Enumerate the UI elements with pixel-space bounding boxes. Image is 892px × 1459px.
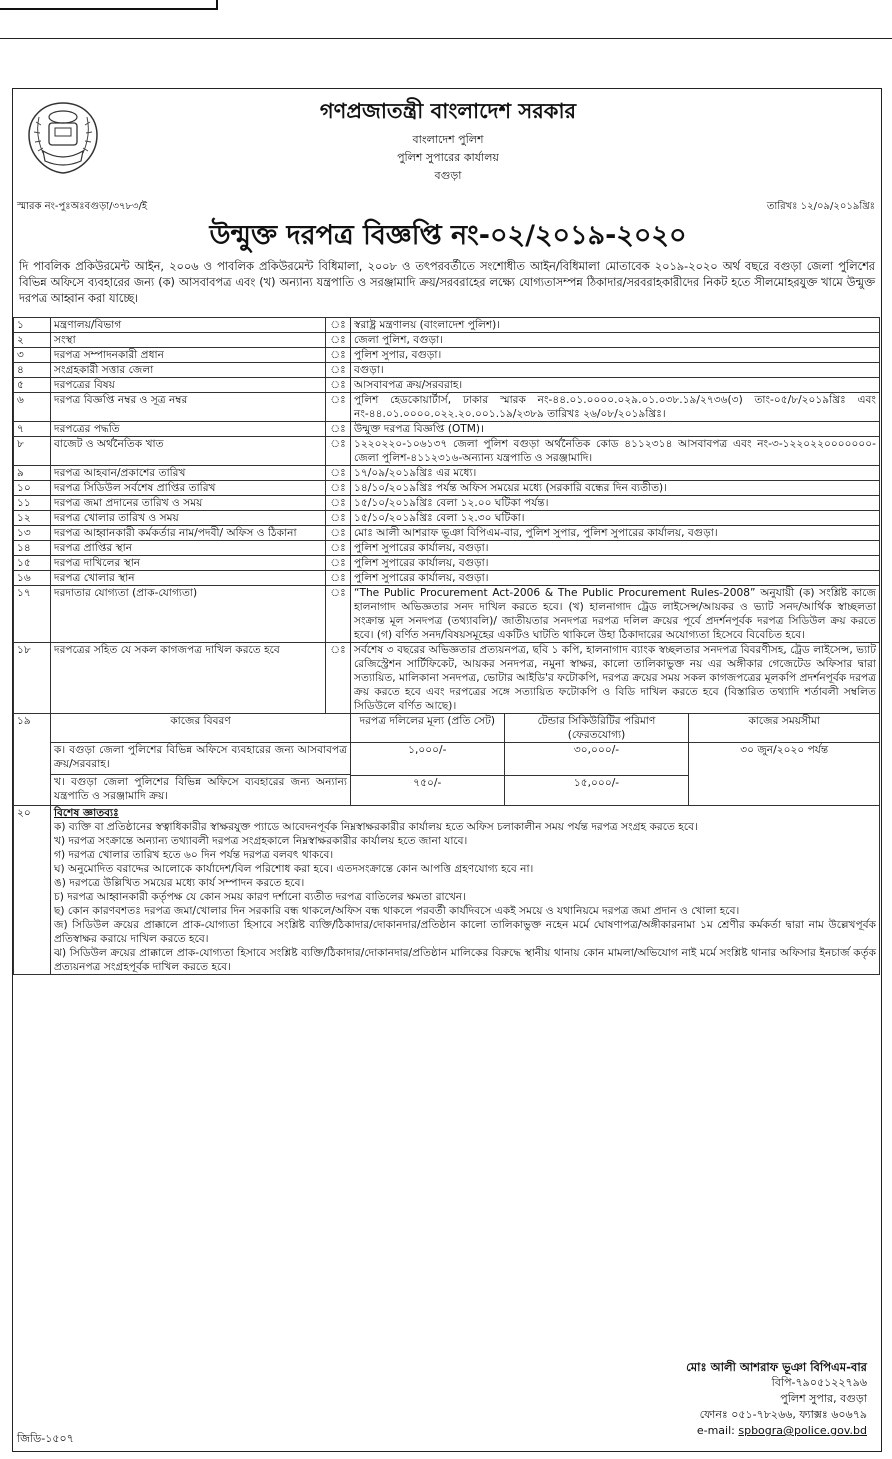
row-label: দরদাতার যোগ্যতা (প্রাক-যোগ্যতা) bbox=[51, 586, 326, 643]
row-label: সংস্থা bbox=[51, 333, 326, 348]
row-number: ৭ bbox=[14, 422, 51, 437]
signatory-name: মোঃ আলী আশরাফ ভূঞা বিপিএম-বার bbox=[686, 1360, 867, 1374]
row-colon: ঃ bbox=[326, 318, 351, 333]
row-number: ৬ bbox=[14, 393, 51, 422]
top-border-box bbox=[0, 0, 218, 10]
table-row bbox=[14, 714, 880, 743]
district-name: বগুড়া bbox=[434, 169, 462, 182]
note-item: ঝ) সিডিউল ক্রয়ের প্রাক্কালে প্রাক-যোগ্যতা হিসাবে সংশ্লিষ্ট ব্যক্তি/ঠিকাদার/দোকানদার/প্রতিষ্ঠান মালিকের বিরুদ্ধে স্থানীয় থানায় কোন মামলা/অভিযোগ নাই মর্মে সংশ্লিষ্ট থানার অফিসার ইনচার্জ কর্তৃক প্রত্যয়নপত্র সংগ্রহপূর্বক দাখিল করতে হবে। bbox=[54, 947, 876, 973]
table-row bbox=[14, 556, 880, 571]
work-item-security: ৩০,০০০/- bbox=[504, 743, 689, 775]
table-row bbox=[14, 466, 880, 481]
row-colon: ঃ bbox=[326, 541, 351, 556]
row-number: ২ bbox=[14, 333, 51, 348]
row-value: বগুড়া। bbox=[351, 363, 880, 378]
table-row bbox=[14, 481, 880, 496]
row-colon: ঃ bbox=[326, 556, 351, 571]
row-value: আসবাবপত্র ক্রয়/সরবরাহ। bbox=[351, 378, 880, 393]
row-number: ১৩ bbox=[14, 526, 51, 541]
row-colon: ঃ bbox=[326, 481, 351, 496]
signatory-bp: বিপি-৭৯০৫১২২৭৯৬ bbox=[771, 1376, 867, 1389]
row-value: পুলিশ সুপার, বগুড়া। bbox=[351, 348, 880, 363]
work-item-desc: ক। বগুড়া জেলা পুলিশের বিভিন্ন অফিসে ব্যবহারের জন্য আসবাবপত্র ক্রয়/সরবরাহ। bbox=[51, 743, 351, 775]
row-number: ১৭ bbox=[14, 586, 51, 643]
table-row bbox=[14, 437, 880, 466]
row-value: ১৭/০৯/২০১৯খ্রিঃ এর মধ্যে। bbox=[351, 466, 880, 481]
row-label: দরপত্র আহবান/প্রকাশের তারিখ bbox=[51, 466, 326, 481]
contact-phone: ফোনঃ ০৫১-৭৮২৬৬, ফ্যাক্সঃ ৬০৬৭৯ bbox=[699, 1408, 867, 1421]
row-value: ১৪/১০/২০১৯খ্রিঃ পর্যন্ত অফিস সময়ের মধ্যে (সরকারি বন্ধের দিন ব্যতীত)। bbox=[351, 481, 880, 496]
work-deadline: ৩০ জুন/২০২০ পর্যন্ত bbox=[740, 744, 829, 756]
note-item: ঙ) দরপত্রে উল্লিখিত সময়ের মধ্যে কার্য সম্পাদন করতে হবে। bbox=[54, 877, 305, 889]
row-number: ১২ bbox=[14, 511, 51, 526]
tender-details-table bbox=[13, 317, 880, 975]
row-number: ১ bbox=[14, 318, 51, 333]
row-value: সর্বশেষ ৩ বছরের অভিজ্ঞতার প্রত্যয়নপত্র, ছবি ১ কপি, হালনাগাদ ব্যাংক স্বচ্ছলতার সনদপত্র বিবরণীসহ, ট্রেড লাইসেন্স, ভ্যাট রেজিস্ট্রেশন সার্টিফিকেট, আয়কর সনদপত্র, নমুনা স্বাক্ষর, কালো তালিকাভুক্ত নয় এর অঙ্গীকার গেজেটেড অফিসার দ্বারা সত্যায়িত, মালিকানা সনদপত্র, ভোটার আইডি'র ফটোকপি, দরপত্র ক্রয়ের সময় সকল কাগজপত্রের মূলকপি প্রদর্শনপূর্বক দরপত্র ক্রয় করতে হবে এবং দরপত্রের সঙ্গে সত্যায়িত ফটোকপি ও বিডি দাখিল করতে হবে (বিস্তারিত তথ্যাদি শর্তাবলী সম্বলিত সিডিউলে বর্ণিত আছে)। bbox=[351, 643, 880, 714]
row-label: দরপত্রের সহিত যে সকল কাগজপত্র দাখিল করতে হবে bbox=[51, 643, 326, 714]
row-colon: ঃ bbox=[326, 586, 351, 643]
table-row bbox=[14, 511, 880, 526]
notice-date: তারিখঃ ১২/০৯/২০১৯খ্রিঃ bbox=[766, 201, 875, 212]
table-row bbox=[14, 541, 880, 556]
top-divider bbox=[0, 38, 892, 39]
row-value: স্বরাষ্ট্র মন্ত্রণালয় (বাংলাদেশ পুলিশ)। bbox=[351, 318, 880, 333]
row-colon: ঃ bbox=[326, 643, 351, 714]
row-value: পুলিশ সুপারের কার্যালয়, বগুড়া। bbox=[351, 571, 880, 586]
table-row bbox=[14, 586, 880, 643]
row-colon: ঃ bbox=[326, 348, 351, 363]
row-value: পুলিশ সুপারের কার্যালয়, বগুড়া। bbox=[351, 541, 880, 556]
work-desc-header: কাজের বিবরণ bbox=[51, 714, 351, 743]
row-number: ৯ bbox=[14, 466, 51, 481]
signature-block bbox=[686, 1359, 867, 1439]
row-colon: ঃ bbox=[326, 333, 351, 348]
row-label: দরপত্র সিডিউল সর্বশেষ প্রাপ্তির তারিখ bbox=[51, 481, 326, 496]
government-title: গণপ্রজাতন্ত্রী বাংলাদেশ সরকার bbox=[319, 99, 577, 123]
row-colon: ঃ bbox=[326, 437, 351, 466]
row-label: সংগ্রহকারী সত্তার জেলা bbox=[51, 363, 326, 378]
note-item: ঘ) অনুমোদিত বরাদ্দের আলোকে কার্যাদেশ/বিল পরিশোধ করা হবে। এতদসংক্রান্তে কোন আপত্তি গ্রহণযোগ্য হবে না। bbox=[54, 863, 534, 875]
row-colon: ঃ bbox=[326, 393, 351, 422]
row-number: ১৮ bbox=[14, 643, 51, 714]
table-row bbox=[14, 393, 880, 422]
gd-number: জিডি-১৫০৭ bbox=[17, 1432, 74, 1445]
special-notes bbox=[51, 806, 880, 975]
work-item-desc: খ। বগুড়া জেলা পুলিশের বিভিন্ন অফিসে ব্যবহারের জন্য অন্যান্য যন্ত্রপাতি ও সরঞ্জামাদি ক্রয়। bbox=[51, 774, 351, 806]
table-row bbox=[14, 526, 880, 541]
row-label: বাজেট ও অর্থনৈতিক খাত bbox=[51, 437, 326, 466]
work-item-price: ৭৫০/- bbox=[351, 775, 504, 805]
row-number: ৪ bbox=[14, 363, 51, 378]
note-item: গ) দরপত্র খোলার তারিখ হতে ৬০ দিন পর্যন্ত দরপত্র বলবৎ থাকবে। bbox=[54, 849, 334, 861]
table-row bbox=[14, 643, 880, 714]
row-number: ১৫ bbox=[14, 556, 51, 571]
note-item: চ) দরপত্র আহ্বানকারী কর্তৃপক্ষ যে কোন সময় কারণ দর্শানো ব্যতীত দরপত্র বাতিলের ক্ষমতা রাখেন। bbox=[54, 891, 466, 903]
row-colon: ঃ bbox=[326, 511, 351, 526]
row-label: দরপত্রের পদ্ধতি bbox=[51, 422, 326, 437]
table-row bbox=[14, 422, 880, 437]
intro-paragraph: দি পাবলিক প্রকিউরমেন্ট আইন, ২০০৬ ও পাবলিক প্রকিউরমেন্ট বিধিমালা, ২০০৮ ও তৎপরবর্তীতে সংশোধীত আইন/বিধিমালা মোতাবেক ২০১৯-২০২০ অর্থ বছরে বগুড়া জেলা পুলিশের বিভিন্ন অফিসে ব্যবহারের জন্য (ক) আসবাবপত্র এবং (খ) অন্যান্য যন্ত্রপাতি ও সরঞ্জামাদি ক্রয়/সরবরাহের লক্ষ্যে যোগ্যতাসম্পন্ন ঠিকাদার/সরবরাহকারীদের নিকট হতে সীলমোহরযুক্ত খামে উন্মুক্ত দরপত্র আহ্বান করা যাচ্ছে। bbox=[19, 260, 875, 305]
work-item-price: ১,০০০/- bbox=[351, 743, 504, 775]
table-row bbox=[14, 378, 880, 393]
row-number: ১৬ bbox=[14, 571, 51, 586]
row-value: ১২২০২২০-১০৬১৩৭ জেলা পুলিশ বগুড়া অর্থনৈতিক কোড ৪১১২৩১৪ আসবাবপত্র এবং নং-৩-১২২০২২০০০০০০০- জেলা পুলিশ-৪১১২৩১৬-অন্যান্য যন্ত্রপাতি ও সরঞ্জামাদি। bbox=[351, 437, 880, 466]
row-number: ৫ bbox=[14, 378, 51, 393]
row-label: দরপত্র খোলার তারিখ ও সময় bbox=[51, 511, 326, 526]
memo-number: স্মারক নং-পুঃঅঃবগুড়া/৩৭৮৩/ই bbox=[17, 201, 148, 212]
table-row bbox=[14, 318, 880, 333]
deadline-header: কাজের সময়সীমা bbox=[748, 715, 820, 727]
row-value: “The Public Procurement Act-2006 & The Public Procurement Rules-2008” অনুযায়ী (ক) সংশ্লিষ্ট কাজে হালনাগাদ অভিজ্ঞতার সনদ দাখিল করতে হবে। (খ) হালনাগাদ ট্রেড লাইসেন্স/আয়কর ও ভ্যাট সনদ/আর্থিক স্বাচ্ছলতা সংক্রান্ত মূল সনদপত্র (তথ্যাবলি)/ জাতীয়তার সনদপত্র দরপত্র দলিল ক্রয়ের পূর্বে প্রদর্শনপূর্বক দরপত্র সিডিউল ক্রয় করতে হবে। (গ) বর্ণিত সনদ/বিষয়সমূহের একটিও ঘাটতি থাকিলে উহা ঠিকাদারের অযোগ্যতা হিসেবে বিবেচিত হবে। bbox=[351, 586, 880, 643]
row-number: ৩ bbox=[14, 348, 51, 363]
department: বাংলাদেশ পুলিশ bbox=[412, 133, 484, 146]
row-number: ২০ bbox=[14, 806, 51, 975]
note-item: ছ) কোন কারণবশতঃ দরপত্র জমা/খোলার দিন সরকারি বন্ধ থাকলে/অফিস বন্ধ থাকলে পরবর্তী কার্যদিবসে একই সময়ে ও যথানিয়মে দরপত্র জমা প্রদান ও খোলা হবে। bbox=[54, 905, 740, 917]
row-label: মন্ত্রণালয়/বিভাগ bbox=[51, 318, 326, 333]
security-header: টেন্ডার সিকিউরিটির পরিমাণ (ফেরতযোগ্য) bbox=[504, 714, 689, 742]
table-row bbox=[14, 363, 880, 378]
work-schedule-section bbox=[14, 714, 880, 975]
table-row bbox=[14, 743, 880, 775]
table-row bbox=[14, 348, 880, 363]
work-subtable-header bbox=[351, 714, 879, 742]
row-value: উন্মুক্ত দরপত্র বিজ্ঞপ্তি (OTM)। bbox=[351, 422, 880, 437]
note-item: জ) সিডিউল ক্রয়ের প্রাক্কালে প্রাক-যোগ্যতা হিসাবে সংশ্লিষ্ট ব্যক্তি/ঠিকাদার/দোকানদার/প্রতিষ্ঠান কালো তালিকাভুক্ত নহেন মর্মে ঘোষণাপত্র/অঙ্গীকারনামা ১ম শ্রেণীর কর্মকর্তা দ্বারা নাম উল্লেখপূর্বক প্রতিস্বাক্ষর করায়ে দাখিল করতে হবে। bbox=[54, 919, 876, 945]
note-item: খ) দরপত্র সংক্রান্তে অন্যান্য তথ্যাবলী দরপত্র সংগ্রহকালে নিম্নস্বাক্ষরকারীর কার্যালয় হতে জানা যাবে। bbox=[54, 835, 468, 847]
row-number: ১১ bbox=[14, 496, 51, 511]
notice-title: উন্মুক্ত দরপত্র বিজ্ঞপ্তি নং-০২/২০১৯-২০২০ bbox=[209, 220, 687, 251]
table-row bbox=[14, 333, 880, 348]
row-number: ১০ bbox=[14, 481, 51, 496]
row-value: পুলিশ হেডকোয়ার্টার্স, ঢাকার স্মারক নং-৪৪.০১.০০০০.০২৯.০১.০৩৮.১৯/২৭৩৬(৩) তাং-০৫/৮/২০১৯খ্রিঃ এবং নং-৪৪.০১.০০০০.০২২.২০.০০১.১৯/২৩৮৯ তারিখঃ ২৬/০৮/২০১৯খ্রিঃ। bbox=[351, 393, 880, 422]
tender-notice bbox=[12, 88, 882, 1452]
row-label: দরপত্র জমা প্রদানের তারিখ ও সময় bbox=[51, 496, 326, 511]
table-row bbox=[14, 571, 880, 586]
row-colon: ঃ bbox=[326, 422, 351, 437]
row-label: দরপত্র সম্পাদনকারী প্রধান bbox=[51, 348, 326, 363]
email-label: e-mail: bbox=[696, 1424, 739, 1437]
row-colon: ঃ bbox=[326, 378, 351, 393]
row-label: দরপত্র খোলার স্থান bbox=[51, 571, 326, 586]
row-value: জেলা পুলিশ, বগুড়া। bbox=[351, 333, 880, 348]
row-label: দরপত্র বিজ্ঞপ্তি নম্বর ও সূত্র নম্বর bbox=[51, 393, 326, 422]
row-colon: ঃ bbox=[326, 466, 351, 481]
row-value: ১৫/১০/২০১৯খ্রিঃ বেলা ১২.৩০ ঘটিকা। bbox=[351, 511, 880, 526]
work-subtable bbox=[351, 743, 879, 805]
doc-price-header: দরপত্র দলিলের মূল্য (প্রতি সেট) bbox=[351, 714, 504, 742]
contact-email bbox=[686, 1423, 867, 1439]
row-label: দরপত্রের বিষয় bbox=[51, 378, 326, 393]
row-label: দরপত্র দাখিলের স্থান bbox=[51, 556, 326, 571]
signatory-designation: পুলিশ সুপার, বগুড়া bbox=[780, 1392, 867, 1405]
row-number: ১৯ bbox=[14, 714, 51, 806]
row-colon: ঃ bbox=[326, 571, 351, 586]
row-label: দরপত্র প্রাপ্তির স্থান bbox=[51, 541, 326, 556]
row-label: দরপত্র আহ্বানকারী কর্মকর্তার নাম/পদবী/ অফিস ও ঠিকানা bbox=[51, 526, 326, 541]
email-link[interactable]: spbogra@police.gov.bd bbox=[738, 1424, 867, 1437]
row-value: পুলিশ সুপারের কার্যালয়, বগুড়া। bbox=[351, 556, 880, 571]
table-row bbox=[14, 496, 880, 511]
note-item: ক) ব্যক্তি বা প্রতিষ্ঠানের স্বত্বাধিকারীর স্বাক্ষরযুক্ত প্যাডে আবেদনপূর্বক নিম্নস্বাক্ষরকারীর কার্যালয় হতে অফিস চলাকালীন সময় পর্যন্ত দরপত্র সংগ্রহ করতে হবে। bbox=[54, 821, 698, 833]
row-colon: ঃ bbox=[326, 526, 351, 541]
row-colon: ঃ bbox=[326, 363, 351, 378]
special-notes-title: বিশেষ জ্ঞাতব্যঃ bbox=[54, 807, 119, 819]
row-colon: ঃ bbox=[326, 496, 351, 511]
row-number: ৮ bbox=[14, 437, 51, 466]
row-number: ১৪ bbox=[14, 541, 51, 556]
row-value: মোঃ আলী আশরাফ ভূঞা বিপিএম-বার, পুলিশ সুপার, পুলিশ সুপারের কার্যালয়, বগুড়া। bbox=[351, 526, 880, 541]
office-name: পুলিশ সুপারের কার্যালয় bbox=[397, 151, 499, 164]
table-row bbox=[14, 806, 880, 975]
details-rows bbox=[14, 318, 880, 714]
row-value: ১৫/১০/২০১৯খ্রিঃ বেলা ১২.০০ ঘটিকা পর্যন্ত। bbox=[351, 496, 880, 511]
work-item-security: ১৫,০০০/- bbox=[504, 775, 689, 805]
